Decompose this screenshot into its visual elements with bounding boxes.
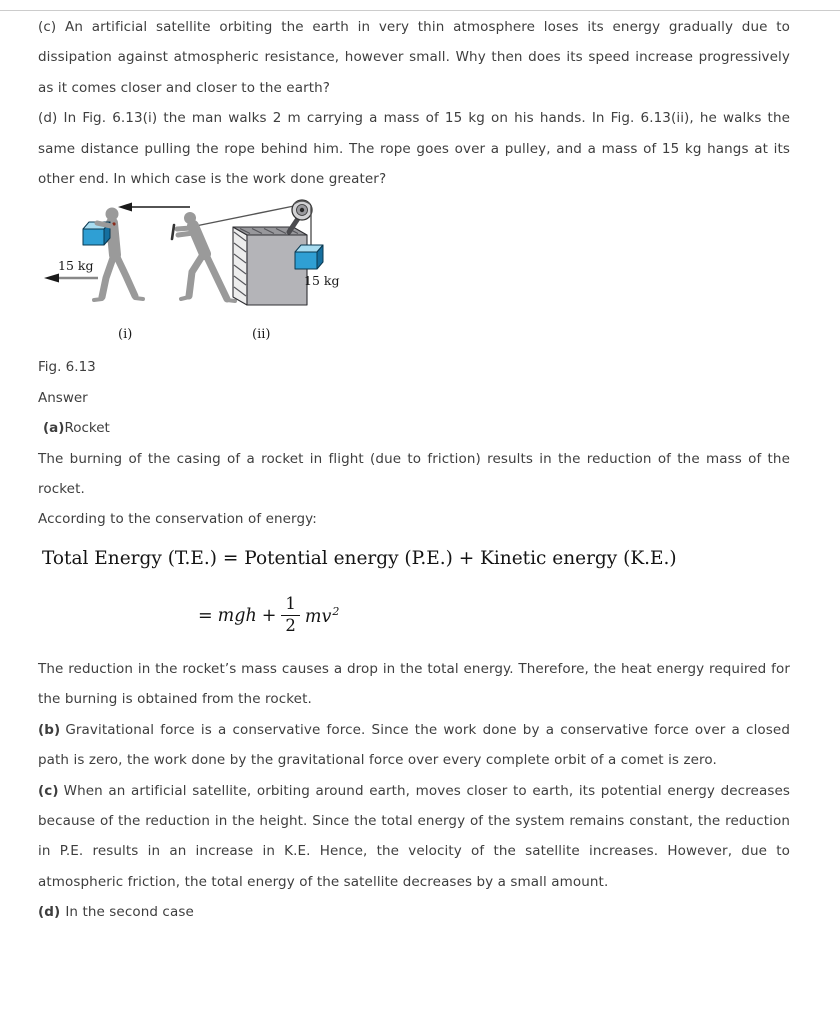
answer-a-heading — [38, 413, 790, 443]
question-part-d: (d) In Fig. 6.13(i) the man walks 2 m carrying a mass of 15 kg on his hands. In Fig. 6.13(ii), he walks the same distance pulling the rope behind him. The rope goes over a pulley, and a mass of 15 kg hangs at its other end. In which case is the work done greater? — [38, 110, 790, 188]
exponent: 2 — [332, 604, 340, 618]
answer-b-paragraph — [38, 715, 790, 776]
fraction-denominator: 2 — [285, 616, 296, 636]
man-carrying-mass-figure — [94, 208, 143, 301]
mass-label-right: 15 kg — [304, 273, 340, 289]
fraction-numerator: 1 — [281, 595, 300, 616]
answer-a-paragraph-2: According to the conservation of energy: — [38, 511, 317, 528]
answer-a-label: (a) — [43, 420, 65, 437]
answer-heading: Answer — [38, 389, 88, 406]
answer-d-label: (d) — [38, 904, 61, 921]
pull-direction-arrow-icon — [44, 274, 98, 283]
answer-d-paragraph — [38, 897, 790, 927]
mgh-term: mgh — [217, 605, 257, 626]
figure-6-13 — [38, 198, 790, 350]
answer-c-text: When an artificial satellite, orbiting around earth, moves closer to earth, its potential energy decreases because of the reduction in the height. Since the total energy of the system remains constant, the reduction in P.E. results in an increase in K.E. Hence, the velocity of the satellite increases. However, due to atmospheric friction, the total energy of the satellite decreases by a small amount. — [38, 782, 790, 890]
figure-6-13-illustration — [38, 198, 368, 350]
mass-label-left: 15 kg — [58, 258, 94, 274]
man-pulling-rope-figure — [177, 212, 235, 301]
answer-d-text: In the second case — [65, 904, 194, 921]
equals-sign: = — [198, 605, 213, 626]
answer-a-paragraph-1: The burning of the casing of a rocket in flight (due to friction) results in the reduction of the mass of the rocket. — [38, 450, 790, 498]
answer-a-paragraph-3: The reduction in the rocket’s mass causes a drop in the total energy. Therefore, the heat energy required for the burning is obtained from the rocket. — [38, 660, 790, 708]
question-part-c: (c) An artificial satellite orbiting the earth in very thin atmosphere loses its energy gradually due to dissipation against atmospheric resistance, however small. Why then does its speed increase progressively as it comes closer and closer to the earth? — [38, 19, 790, 96]
arm-over-cube — [97, 223, 111, 226]
mgh-kinetic-equation — [198, 588, 790, 644]
answer-a-title: Rocket — [64, 420, 110, 437]
rope-handle — [172, 225, 174, 239]
energy-conservation-equation: Total Energy (T.E.) = Potential energy (P.E.) + Kinetic energy (K.E.) — [42, 547, 677, 569]
subfigure-label-ii: (ii) — [252, 327, 271, 343]
plus-sign: + — [261, 605, 277, 626]
answer-c-paragraph — [38, 776, 790, 898]
mv-term: $mv^2$ — [304, 604, 340, 627]
answer-c-label: (c) — [38, 782, 59, 799]
subfigure-label-i: (i) — [118, 327, 133, 343]
left-direction-arrow-icon — [118, 203, 190, 212]
hanging-mass-cube — [295, 245, 323, 269]
page-top-divider — [0, 10, 840, 11]
answer-b-label: (b) — [38, 721, 61, 738]
answer-b-text: Gravitational force is a conservative force. Since the work done by a conservative force over a closed path is zero, the work done by the gravitational force over every complete orbit of a comet is zero. — [38, 721, 790, 769]
one-half-fraction — [281, 595, 300, 636]
figure-caption: Fig. 6.13 — [38, 359, 96, 376]
